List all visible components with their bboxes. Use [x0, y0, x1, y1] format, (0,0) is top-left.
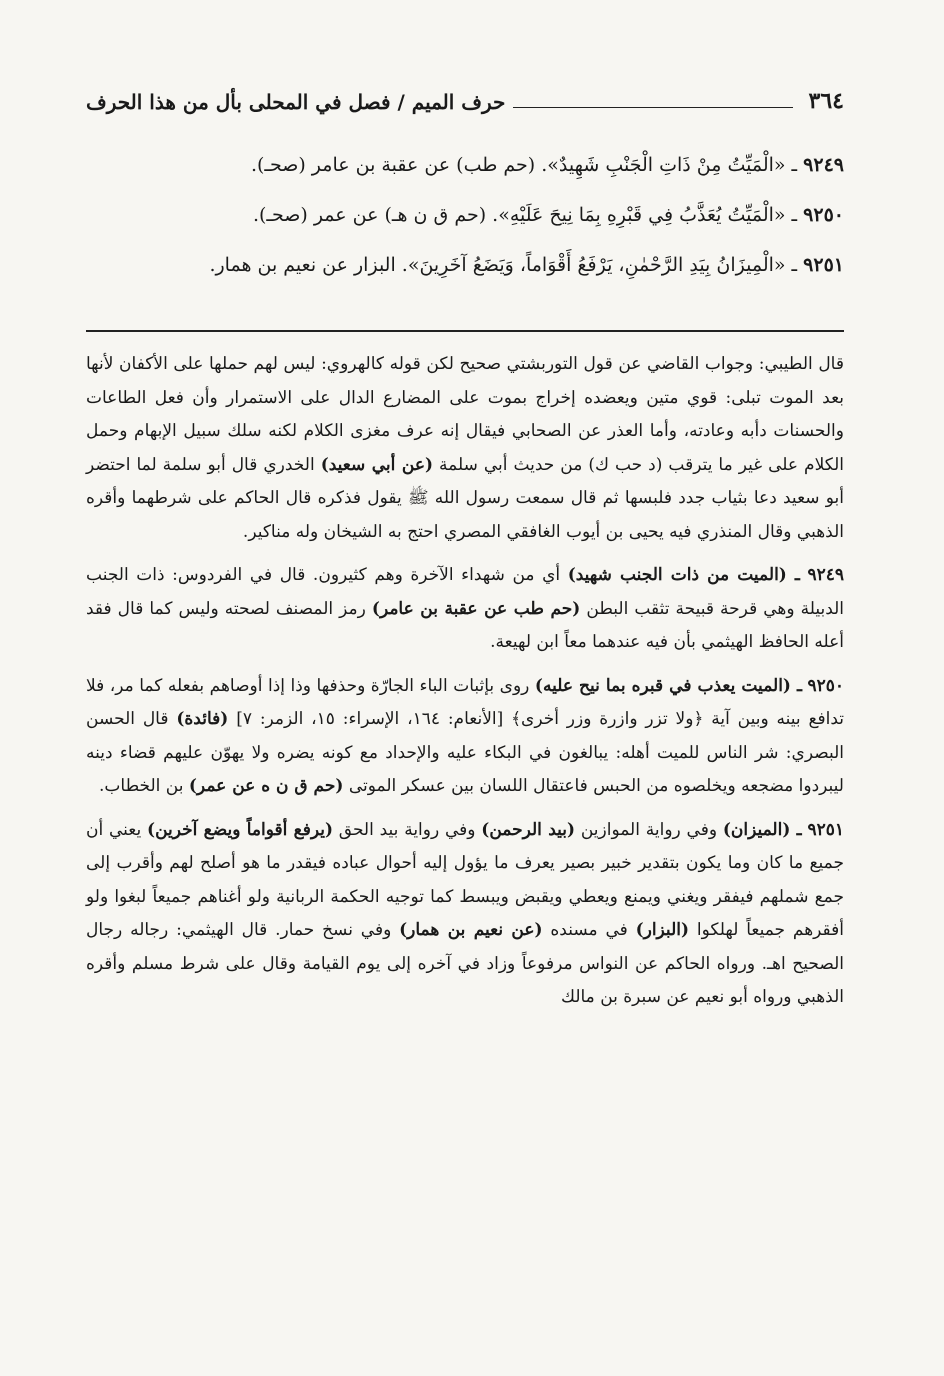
hadith-entry: [88, 240, 844, 290]
commentary-9249: [86, 559, 844, 660]
commentary-text: روى بإثبات الباء الجارّة وحذفها وذا إذا أوصاهم بفعله كما مر، فلا تدافع بينه وبين آية ﴿ولا تزر وازرة وزر أخرى﴾ [الأنعام: ١٦٤، الإسراء: ١٥، الزمر: ٧]: [86, 675, 845, 729]
commentary-9251: [86, 814, 844, 1015]
header-rule: [513, 107, 792, 108]
commentary-bold: (عن أبي سعيد): [320, 454, 434, 475]
commentary-text: وفي رواية الموازين: [580, 819, 718, 840]
commentary-bold: (حم ق ن ه عن عمر): [188, 776, 344, 796]
hadith-text: ـ «الْمَيِّتُ مِنْ ذَاتِ الْجَنْبِ شَهِيدٌ». (حم طب) عن عقبة بن عامر (صحـ).: [250, 154, 798, 176]
commentary-text: رمز المصنف لصحته وليس كما قال فقد أعله الحافظ الهيثمي بأن فيه عندهما معاً ابن لهيعة.: [86, 598, 844, 652]
commentary-bold: (حم طب عن عقبة بن عامر): [371, 598, 581, 619]
commentary-number: ٩٢٥٠: [807, 675, 845, 696]
commentary-number: ٩٢٤٩: [807, 565, 845, 585]
page-number: ٣٦٤: [808, 88, 844, 114]
page-header: [86, 78, 844, 114]
commentary-text: أي من شهداء الآخرة وهم كثيرون. قال في الفردوس: ذات الجنب الدبيلة وهي قرحة قبيحة تثقب البطن: [86, 565, 845, 619]
section-divider: [86, 330, 844, 332]
commentary-bold: ـ (الميت من ذات الجنب شهيد): [567, 565, 800, 585]
hadith-text-block: [88, 140, 844, 290]
commentary-intro: [86, 348, 844, 549]
commentary-bold: (فائدة): [176, 709, 229, 729]
commentary-text: يعني أن جميع ما كان وما يكون بتقدير خبير بصير يعرف ما يؤول إليه أحوال عباده فيقدر ما هو أصلح لهم وأقرب إلى جمع شملهم فيفقر ويغني ويمنع ويعطي ويقبض ويبسط كما توجيه الحكمة الربانية ولو أغناهم جميعاً لبغوا ولو أفقرهم جميعاً لهلكوا: [86, 819, 844, 940]
commentary-bold: (بيد الرحمن): [481, 819, 576, 840]
hadith-entry: [88, 190, 844, 240]
commentary-block: [86, 348, 844, 1025]
commentary-text: وفي رواية بيد الحق: [338, 819, 476, 840]
commentary-text: وفي نسخ حمار. قال الهيثمي: رجاله رجال الصحيح اهـ. ورواه الحاكم عن النواس مرفوعاً وزاد في آخره إلى يوم القيامة وقال على شرط مسلم وأقره الذهبي ورواه أبو نعيم عن سبرة بن مالك: [86, 920, 844, 1007]
commentary-text: في مسنده: [550, 920, 628, 940]
hadith-text: ـ «الْمَيِّتُ يُعَذَّبُ فِي قَبْرِهِ بِمَا نِيحَ عَلَيْهِ». (حم ق ن هـ) عن عمر (صحـ).: [252, 204, 798, 226]
commentary-bold: ـ (الميت يعذب في قبره بما نيح عليه): [534, 675, 802, 696]
commentary-9250: [86, 670, 844, 804]
hadith-number: ٩٢٥٠: [803, 204, 844, 226]
hadith-number: ٩٢٥١: [803, 254, 844, 276]
running-title: حرف الميم / فصل في المحلى بأل من هذا الحرف: [86, 90, 506, 114]
commentary-bold: (يرفع أقواماً ويضع آخرين): [147, 819, 333, 840]
commentary-bold: (عن نعيم بن همار): [399, 920, 543, 940]
commentary-text: قال الحسن البصري: شر الناس للميت أهله: يبالغون في البكاء عليه والإحداد مع كونه يضره ولا يهوّن عليهم قضاء دينه ليبردوا مضجعه ويخلصوه من الحبس فاعتقال اللسان بين عسكر الموتى: [86, 709, 845, 796]
commentary-text: بن الخطاب.: [98, 776, 184, 796]
commentary-bold: ـ (الميزان): [722, 819, 802, 840]
commentary-number: ٩٢٥١: [807, 819, 844, 840]
hadith-text: ـ «الْمِيزَانُ بِيَدِ الرَّحْمٰنِ، يَرْفَعُ أَقْوَاماً، وَيَضَعُ آخَرِينَ». البزار عن نعيم بن همار.: [209, 254, 798, 276]
commentary-bold: (البزار): [635, 920, 690, 940]
commentary-text: قال الطيبي: وجواب القاضي عن قول التوربشتي صحيح لكن قوله كالهروي: ليس لهم حملها على الأكفان لأنها بعد الموت تبلى: قوي متين ويعضده إخراج بموت على المضارع الدال على الاستمرار وأن فعل الطاعات والحسنات دأبه وعادته، وأما العذر عن الصحابي فيقال إنه عرف مغزى الكلام لكنه سلك سبيل الإبهام وحمل الكلام على غير ما يترقب (د حب ك) من حديث أبي سلمة: [86, 354, 845, 475]
hadith-number: ٩٢٤٩: [803, 154, 844, 176]
hadith-entry: [88, 140, 844, 190]
commentary-text: الخدري قال أبو سلمة لما احتضر أبو سعيد دعا بثياب جدد فلبسها ثم قال سمعت رسول الله ﷺ يقول فذكره قال الحاكم على شرطهما وأقره الذهبي وقال المنذري فيه يحيى بن أيوب الغافقي المصري احتج به الشيخان وله مناكير.: [86, 454, 844, 542]
